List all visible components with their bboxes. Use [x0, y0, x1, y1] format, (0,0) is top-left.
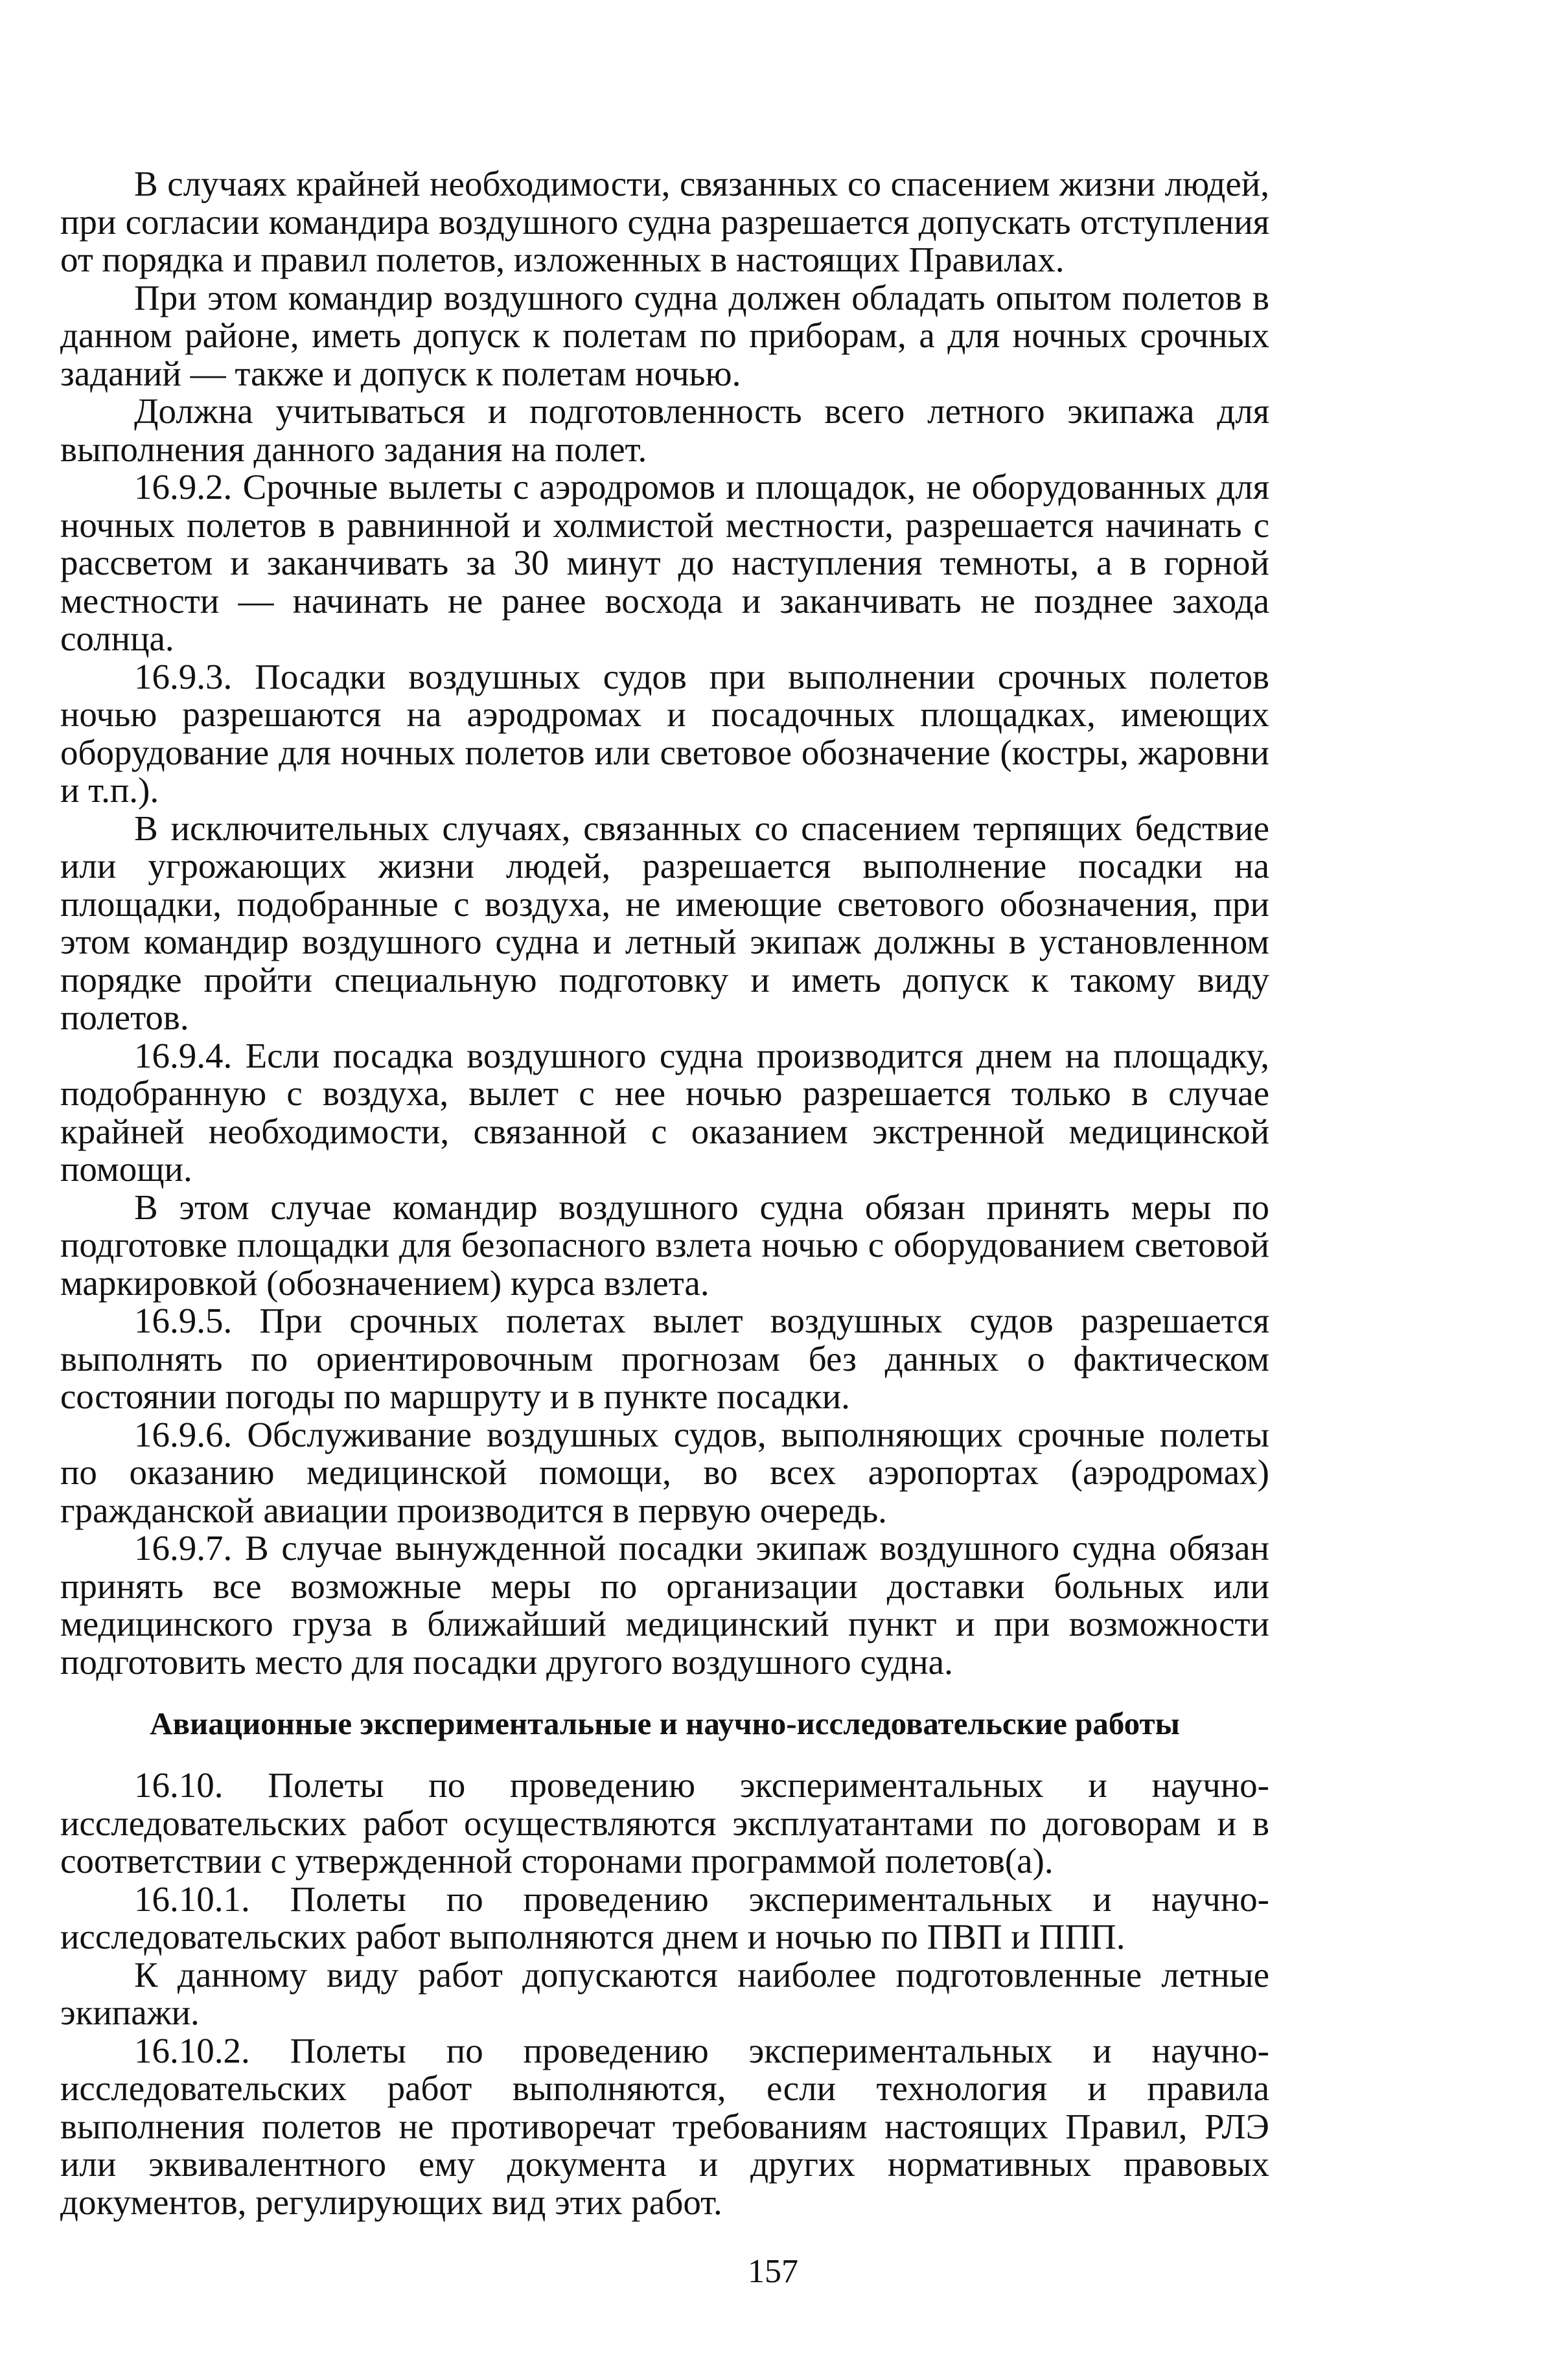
paragraph: Должна учитываться и подготовленность всего летного экипажа для выполнения данного задания на полет.: [60, 391, 1269, 469]
paragraph: В этом случае командир воздушного судна обязан принять меры по подготовке площадки для безопасного взлета ночью с оборудованием световой маркировкой (обозначением) курса взлета.: [60, 1187, 1269, 1303]
paragraph: В случаях крайней необходимости, связанных со спасением жизни людей, при согласии командира воздушного судна разрешается допускать отступления от порядка и правил полетов, изложенных в настоящих Правилах.: [60, 164, 1269, 279]
paragraph: 16.9.7. В случае вынужденной посадки экипаж воздушного судна обязан принять все возможные меры по организации доставки больных или медицинского груза в ближайший медицинский пункт и при возможности подготовить место для посадки другого воздушного судна.: [60, 1528, 1269, 1682]
paragraph: 16.9.4. Если посадка воздушного судна производится днем на площадку, подобранную с воздуха, вылет с нее ночью разрешается только в случае крайней необходимости, связанной с оказанием экстренной медицинской помощи.: [60, 1035, 1269, 1189]
paragraph: 16.9.6. Обслуживание воздушных судов, выполняющих срочные полеты по оказанию медицинской помощи, во всех аэропортах (аэродромах) гражданской авиации производится в первую очередь.: [60, 1414, 1269, 1530]
main-text: [60, 165, 1269, 2221]
paragraph: 16.9.2. Срочные вылеты с аэродромов и площадок, не оборудованных для ночных полетов в равнинной и холмистой местности, разрешается начинать с рассветом и заканчивать за 30 минут до наступления темноты, а в горной местности — начинать не ранее восхода и заканчивать не позднее захода солнца.: [60, 467, 1269, 658]
paragraph: 16.9.5. При срочных полетах вылет воздушных судов разрешается выполнять по ориентировочным прогнозам без данных о фактическом состоянии погоды по маршруту и в пункте посадки.: [60, 1301, 1269, 1416]
paragraph: 16.10.1. Полеты по проведению экспериментальных и научно-исследовательских работ выполняются днем и ночью по ПВП и ППП.: [60, 1879, 1269, 1956]
paragraph: 16.9.3. Посадки воздушных судов при выполнении срочных полетов ночью разрешаются на аэродромах и посадочных площадках, имеющих оборудование для ночных полетов или световое обозначение (костры, жаровни и т.п.).: [60, 656, 1269, 810]
section-heading: Авиационные экспериментальные и научно-исследовательские работы: [150, 1706, 1180, 1741]
paragraph: 16.10. Полеты по проведению экспериментальных и научно-исследовательских работ осуществляются эксплуатантами по договорам и в соответствии с утвержденной сторонами программой полетов(а).: [60, 1765, 1269, 1881]
paragraph: 16.10.2. Полеты по проведению экспериментальных и научно-исследовательских работ выполняются, если технология и правила выполнения полетов не противоречат требованиям настоящих Правил, РЛЭ или эквивалентного ему документа и других нормативных правовых документов, регулирующих вид этих работ.: [60, 2030, 1269, 2222]
paragraph: В исключительных случаях, связанных со спасением терпящих бедствие или угрожающих жизни людей, разрешается выполнение посадки на площадки, подобранные с воздуха, не имеющие светового обозначения, при этом командир воздушного судна и летный экипаж должны в установленном порядке пройти специальную подготовку и иметь допуск к такому виду полетов.: [60, 808, 1269, 1037]
page-number: 157: [748, 2253, 798, 2290]
paragraph: К данному виду работ допускаются наиболее подготовленные летные экипажи.: [60, 1954, 1269, 2032]
paragraph: При этом командир воздушного судна должен обладать опытом полетов в данном районе, иметь допуск к полетам по приборам, а для ночных срочных заданий — также и допуск к полетам ночью.: [60, 277, 1269, 393]
